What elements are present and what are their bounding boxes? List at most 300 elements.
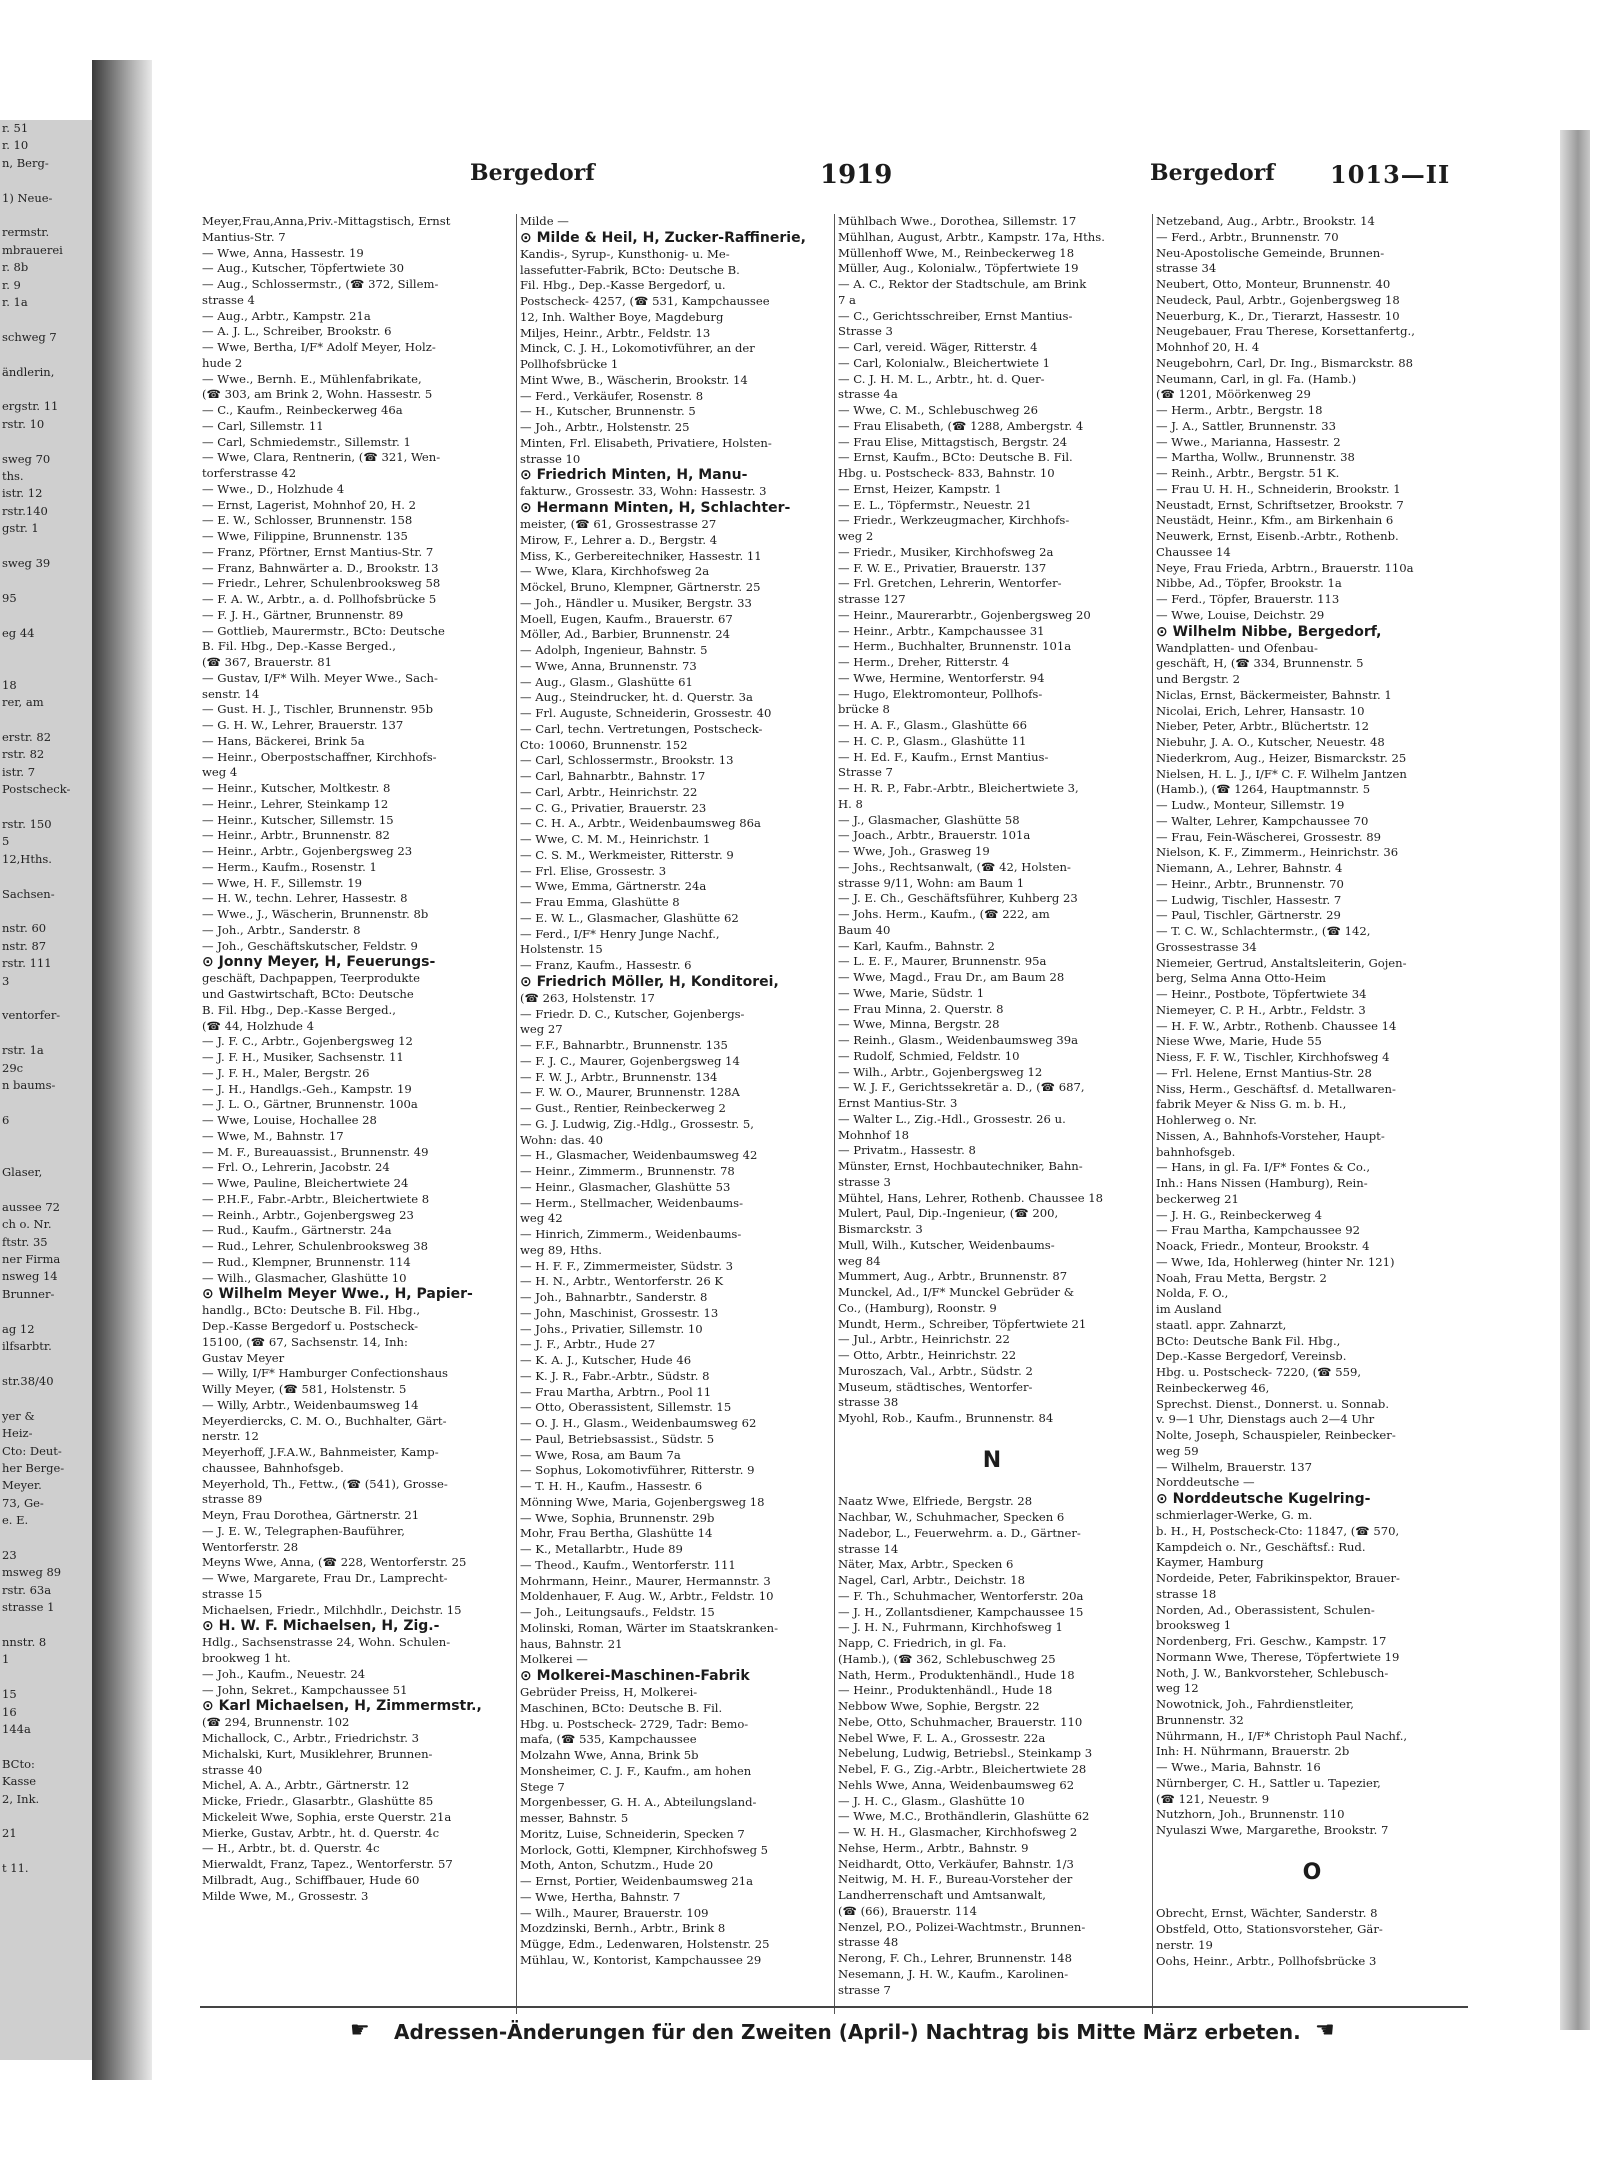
directory-line: — Friedr., Musiker, Kirchhofsweg 2a bbox=[838, 544, 1054, 559]
directory-column-1 bbox=[202, 214, 510, 2004]
directory-line: — F. W. E., Privatier, Brauerstr. 137 bbox=[838, 560, 1047, 575]
left-page-line: 3 bbox=[2, 973, 10, 988]
left-page-line: ändlerin, bbox=[2, 364, 55, 379]
left-page-line: n baums- bbox=[2, 1078, 56, 1093]
directory-line: Molinski, Roman, Wärter im Staatskranken- bbox=[520, 1620, 778, 1635]
directory-line: — Frl. Auguste, Schneiderin, Grossestr. 40 bbox=[520, 706, 772, 720]
directory-line: — Franz, Bahnwärter a. D., Brookstr. 13 bbox=[202, 560, 439, 575]
directory-line: Neumann, Carl, in gl. Fa. (Hamb.) bbox=[1156, 371, 1357, 386]
book-gutter bbox=[92, 60, 152, 2080]
left-page-line: Postscheck- bbox=[2, 782, 71, 797]
directory-line: Obrecht, Ernst, Wächter, Sanderstr. 8 bbox=[1156, 1906, 1378, 1921]
directory-line: Netzeband, Aug., Arbtr., Brookstr. 14 bbox=[1156, 214, 1375, 228]
directory-line: — Ferd., I/F* Henry Junge Nachf., bbox=[520, 926, 720, 941]
directory-line: strasse 4a bbox=[838, 387, 898, 402]
directory-line: Baum 40 bbox=[838, 922, 891, 937]
left-page-line: BCto: bbox=[2, 1756, 35, 1771]
directory-line: berg, Selma Anna Otto-Heim bbox=[1156, 971, 1327, 986]
directory-line: Mirow, F., Lehrer a. D., Bergstr. 4 bbox=[520, 532, 718, 547]
left-page-line: rstr. 111 bbox=[2, 956, 52, 971]
directory-line: — J. A., Sattler, Brunnenstr. 33 bbox=[1156, 418, 1336, 433]
left-page-line: 15 bbox=[2, 1687, 17, 1702]
directory-line: Nordeide, Peter, Fabrikinspektor, Brauer- bbox=[1156, 1571, 1400, 1585]
directory-line: weg 42 bbox=[520, 1211, 563, 1226]
left-page-line bbox=[0, 607, 92, 624]
left-page-line: ftstr. 35 bbox=[2, 1234, 48, 1249]
left-page-line: Heiz- bbox=[2, 1426, 33, 1441]
directory-line: Niemeyer, C. P. H., Arbtr., Feldstr. 3 bbox=[1156, 1002, 1366, 1017]
directory-line: — Heinr., Maurerarbtr., Gojenbergsweg 20 bbox=[838, 607, 1091, 622]
column-divider bbox=[834, 214, 835, 2014]
directory-line: — Adolph, Ingenieur, Bahnstr. 5 bbox=[520, 643, 708, 657]
directory-line: strasse 10 bbox=[520, 451, 581, 466]
directory-line: — J. H. C., Glasm., Glashütte 10 bbox=[838, 1793, 1025, 1808]
left-page-line: strasse 1 bbox=[2, 1600, 55, 1615]
directory-line: Norden, Ad., Oberassistent, Schulen- bbox=[1156, 1602, 1375, 1617]
directory-line: Mint Wwe, B., Wäscherin, Brookstr. 14 bbox=[520, 372, 748, 387]
left-page-line: 29c bbox=[2, 1060, 24, 1075]
directory-line: — Wwe, Minna, Bergstr. 28 bbox=[838, 1017, 1000, 1032]
directory-line: strasse 18 bbox=[1156, 1586, 1217, 1601]
directory-line: Mönning Wwe, Maria, Gojenbergsweg 18 bbox=[520, 1494, 765, 1509]
directory-line: — Herm., Arbtr., Bergstr. 18 bbox=[1156, 403, 1323, 417]
directory-line: Co., (Hamburg), Roonstr. 9 bbox=[838, 1300, 997, 1315]
directory-line: — Hans, Bäckerei, Brink 5a bbox=[202, 733, 365, 748]
page-number: 1013—II bbox=[1330, 160, 1451, 189]
left-page-line: rer, am bbox=[2, 695, 44, 710]
directory-line: — E. W. L., Glasmacher, Glashütte 62 bbox=[520, 910, 739, 925]
left-page-line: 2, Ink. bbox=[2, 1791, 40, 1806]
left-page-line: Cto: Deut- bbox=[2, 1443, 62, 1458]
directory-line: — Sophus, Lokomotivführer, Ritterstr. 9 bbox=[520, 1463, 755, 1478]
directory-line: und Bergstr. 2 bbox=[1156, 672, 1241, 686]
left-page-line bbox=[0, 1669, 92, 1686]
directory-line: Milde — bbox=[520, 214, 569, 228]
directory-line: — Heinr., Oberpostschaffner, Kirchhofs- bbox=[202, 749, 437, 764]
directory-line: ⊙ Molkerei-Maschinen-Fabrik bbox=[520, 1668, 750, 1684]
directory-line: Norddeutsche — bbox=[1156, 1475, 1255, 1490]
directory-line: Neubert, Otto, Monteur, Brunnenstr. 40 bbox=[1156, 277, 1391, 291]
directory-line: weg 84 bbox=[838, 1253, 881, 1268]
directory-line: Strasse 7 bbox=[838, 765, 893, 780]
directory-line: — Wwe, Bertha, I/F* Adolf Meyer, Holz- bbox=[202, 340, 436, 354]
directory-column-2 bbox=[520, 214, 828, 2004]
directory-line: (☎ 303, am Brink 2, Wohn. Hassestr. 5 bbox=[202, 387, 433, 402]
directory-line: — Carl, techn. Vertretungen, Postscheck- bbox=[520, 721, 763, 736]
directory-line: Napp, C. Friedrich, in gl. Fa. bbox=[838, 1636, 1007, 1650]
directory-line: (Hamb.), (☎ 1264, Hauptmannstr. 5 bbox=[1156, 782, 1371, 797]
directory-line: — Privatm., Hassestr. 8 bbox=[838, 1143, 976, 1158]
directory-line: — Frau Martha, Arbtrn., Pool 11 bbox=[520, 1384, 712, 1399]
directory-line: — Gottlieb, Maurermstr., BCto: Deutsche bbox=[202, 623, 445, 638]
directory-line: — K. J. R., Fabr.-Arbtr., Südstr. 8 bbox=[520, 1368, 710, 1383]
directory-line: — Johs., Privatier, Sillemstr. 10 bbox=[520, 1321, 703, 1336]
left-page-line: 23 bbox=[2, 1547, 17, 1562]
left-page-line bbox=[0, 1808, 92, 1825]
directory-line: — Aug., Steindrucker, ht. d. Querstr. 3a bbox=[520, 690, 753, 705]
left-page-line bbox=[0, 433, 92, 450]
directory-line: — Wwe, Hermine, Wentorferstr. 94 bbox=[838, 670, 1045, 685]
directory-line: — C. G., Privatier, Brauerstr. 23 bbox=[520, 800, 707, 815]
directory-line bbox=[838, 1427, 1146, 1443]
directory-line: Mühtel, Hans, Lehrer, Rothenb. Chaussee 18 bbox=[838, 1190, 1104, 1205]
directory-line: — Ernst, Kaufm., BCto: Deutsche B. Fil. bbox=[838, 450, 1073, 465]
left-page-line bbox=[0, 1025, 92, 1042]
directory-line: — John, Maschinist, Grossestr. 13 bbox=[520, 1305, 719, 1320]
directory-line: Müller, Aug., Kolonialw., Töpfertwiete 19 bbox=[838, 261, 1079, 276]
directory-line: weg 12 bbox=[1156, 1681, 1199, 1696]
directory-line: — Wwe, H. F., Sillemstr. 19 bbox=[202, 875, 363, 890]
directory-line: Moritz, Luise, Schneiderin, Specken 7 bbox=[520, 1826, 745, 1841]
directory-line: — H. C. P., Glasm., Glashütte 11 bbox=[838, 733, 1027, 748]
directory-line: strasse 14 bbox=[838, 1541, 899, 1556]
directory-line: — Wwe., D., Holzhude 4 bbox=[202, 481, 345, 496]
left-page-line bbox=[0, 799, 92, 816]
left-page-line: t 11. bbox=[2, 1861, 29, 1876]
directory-line: Postscheck- 4257, (☎ 531, Kampchaussee bbox=[520, 294, 770, 308]
directory-line: — Wwe, M., Bahnstr. 17 bbox=[202, 1128, 344, 1143]
page-edge bbox=[1560, 130, 1590, 2030]
directory-line: geschäft, H, (☎ 334, Brunnenstr. 5 bbox=[1156, 656, 1364, 671]
left-page-line: 1) Neue- bbox=[2, 190, 53, 205]
directory-line: — Walter L., Zig.-Hdl., Grossestr. 26 u. bbox=[838, 1111, 1066, 1126]
directory-line: — Heinr., Kutscher, Moltkestr. 8 bbox=[202, 781, 391, 795]
directory-line: — Joh., Kaufm., Neuestr. 24 bbox=[202, 1666, 366, 1681]
directory-line: Miss, K., Gerbereitechniker, Hassestr. 11 bbox=[520, 548, 762, 563]
directory-line: — Ernst, Heizer, Kampstr. 1 bbox=[838, 481, 1002, 496]
directory-line: — Carl, Bahnarbtr., Bahnstr. 17 bbox=[520, 769, 706, 783]
directory-line: — Hans, in gl. Fa. I/F* Fontes & Co., bbox=[1156, 1160, 1371, 1175]
directory-line: — J. H. G., Reinbeckerweg 4 bbox=[1156, 1207, 1323, 1222]
directory-line: Nolda, F. O., bbox=[1156, 1286, 1229, 1301]
directory-line: 12, Inh. Walther Boye, Magdeburg bbox=[520, 309, 724, 324]
directory-line: Museum, städtisches, Wentorfer- bbox=[838, 1379, 1033, 1394]
directory-line: — H. F. F., Zimmermeister, Südstr. 3 bbox=[520, 1258, 733, 1273]
directory-line: strasse 34 bbox=[1156, 261, 1217, 276]
directory-line: Mundt, Herm., Schreiber, Töpfertwiete 21 bbox=[838, 1316, 1087, 1331]
directory-line: — F. J. C., Maurer, Gojenbergsweg 14 bbox=[520, 1053, 740, 1068]
left-page-line bbox=[0, 1303, 92, 1320]
directory-line: — Herm., Dreher, Ritterstr. 4 bbox=[838, 655, 1010, 669]
directory-line: Nagel, Carl, Arbtr., Deichstr. 18 bbox=[838, 1573, 1025, 1587]
left-page-line bbox=[0, 990, 92, 1007]
directory-line: Muroszach, Val., Arbtr., Südstr. 2 bbox=[838, 1363, 1033, 1378]
left-page-line: Kasse bbox=[2, 1774, 37, 1789]
directory-line: Gustav Meyer bbox=[202, 1350, 285, 1365]
directory-line: Mulert, Paul, Dip.-Ingenieur, (☎ 200, bbox=[838, 1206, 1059, 1221]
directory-line: — Heinr., Glasmacher, Glashütte 53 bbox=[520, 1179, 731, 1194]
directory-line: — O. J. H., Glasm., Weidenbaumsweg 62 bbox=[520, 1416, 757, 1430]
directory-line bbox=[1156, 1891, 1468, 1907]
left-page-line: ilfsarbtr. bbox=[2, 1339, 52, 1354]
left-page-line bbox=[0, 381, 92, 398]
directory-line: — Reinh., Arbtr., Bergstr. 51 K. bbox=[1156, 466, 1340, 480]
directory-line: — Rud., Lehrer, Schulenbrooksweg 38 bbox=[202, 1239, 428, 1253]
directory-line: — Ludwig, Tischler, Hassestr. 7 bbox=[1156, 892, 1342, 907]
directory-line: — Frau Emma, Glashütte 8 bbox=[520, 895, 680, 909]
directory-line: Mohnhof 18 bbox=[838, 1127, 909, 1142]
directory-line: strasse 4 bbox=[202, 292, 255, 307]
directory-line: Neustädt, Heinr., Kfm., am Birkenhain 6 bbox=[1156, 513, 1394, 528]
directory-line: — Gust., Rentier, Reinbeckerweg 2 bbox=[520, 1101, 726, 1115]
directory-line: — Ernst, Lagerist, Mohnhof 20, H. 2 bbox=[202, 497, 417, 512]
directory-line: N bbox=[982, 1447, 1002, 1473]
directory-line: strasse 89 bbox=[202, 1492, 263, 1507]
directory-line: (Hamb.), (☎ 362, Schlebuschweg 25 bbox=[838, 1651, 1056, 1666]
directory-line: — Carl, Schmiedemstr., Sillemstr. 1 bbox=[202, 434, 411, 449]
directory-line: Mickeleit Wwe, Sophia, erste Querstr. 21a bbox=[202, 1809, 452, 1824]
left-page-line: sweg 39 bbox=[2, 556, 51, 571]
directory-line: ⊙ Milde & Heil, H, Zucker-Raffinerie, bbox=[520, 229, 806, 246]
directory-line: Nenzel, P.O., Polizei-Wachtmstr., Brunnen- bbox=[838, 1919, 1086, 1934]
directory-line: — Otto, Arbtr., Heinrichstr. 22 bbox=[838, 1348, 1017, 1362]
directory-line: — F. W. O., Maurer, Brunnenstr. 128A bbox=[520, 1085, 740, 1100]
directory-line: Mummert, Aug., Arbtr., Brunnenstr. 87 bbox=[838, 1269, 1068, 1284]
directory-line: Niclas, Ernst, Bäckermeister, Bahnstr. 1 bbox=[1156, 687, 1392, 702]
directory-line: — Joh., Arbtr., Holstenstr. 25 bbox=[520, 420, 690, 434]
directory-line: — Frl. Elise, Grossestr. 3 bbox=[520, 863, 667, 878]
directory-line: Nadebor, L., Feuerwehrm. a. D., Gärtner- bbox=[838, 1525, 1081, 1540]
footer-notice bbox=[350, 2020, 1400, 2050]
left-page-line: aussee 72 bbox=[2, 1199, 60, 1214]
directory-line: — J. H. N., Fuhrmann, Kirchhofsweg 1 bbox=[838, 1620, 1063, 1635]
pointing-hand-icon: ☛ bbox=[350, 2018, 370, 2043]
directory-line: Nachbar, W., Schuhmacher, Specken 6 bbox=[838, 1510, 1065, 1524]
column-divider bbox=[516, 214, 517, 2014]
directory-line: — J., Glasmacher, Glashütte 58 bbox=[838, 812, 1020, 827]
directory-line: meister, (☎ 61, Grossestrasse 27 bbox=[520, 517, 717, 531]
directory-line: — J. L. O., Gärtner, Brunnenstr. 100a bbox=[202, 1097, 418, 1112]
directory-line: Noah, Frau Metta, Bergstr. 2 bbox=[1156, 1270, 1327, 1285]
left-page-line: 73, Ge- bbox=[2, 1495, 44, 1510]
directory-line: — M. F., Bureauassist., Brunnenstr. 49 bbox=[202, 1144, 429, 1159]
directory-line: Meyns Wwe, Anna, (☎ 228, Wentorferstr. 25 bbox=[202, 1555, 467, 1570]
directory-line: — Wwe, Joh., Grasweg 19 bbox=[838, 844, 990, 858]
left-page-line bbox=[0, 1530, 92, 1547]
directory-line: ⊙ Friedrich Möller, H, Konditorei, bbox=[520, 973, 779, 990]
directory-line: Nehls Wwe, Anna, Weidenbaumsweg 62 bbox=[838, 1777, 1075, 1792]
directory-line: — Ferd., Verkäufer, Rosenstr. 8 bbox=[520, 388, 704, 403]
left-page-line: rstr. 10 bbox=[2, 416, 45, 431]
directory-line: — Carl, Schlossermstr., Brookstr. 13 bbox=[520, 753, 734, 768]
directory-line: Meyn, Frau Dorothea, Gärtnerstr. 21 bbox=[202, 1508, 420, 1522]
directory-line: schmierlager-Werke, G. m. bbox=[1156, 1508, 1313, 1522]
directory-line: Nebel, F. G., Zig.-Arbtr., Bleichertwiete 28 bbox=[838, 1762, 1087, 1776]
directory-line: — H. F. W., Arbtr., Rothenb. Chaussee 14 bbox=[1156, 1018, 1397, 1033]
left-page-line: msweg 89 bbox=[2, 1565, 62, 1580]
directory-line: — Aug., Schlossermstr., (☎ 372, Sillem- bbox=[202, 277, 439, 291]
header-year: 1919 bbox=[820, 160, 893, 190]
directory-line: Molkerei — bbox=[520, 1652, 588, 1667]
directory-line: Kandis-, Syrup-, Kunsthonig- u. Me- bbox=[520, 246, 730, 261]
directory-line: — Wwe, C. M., Schlebuschweg 26 bbox=[838, 403, 1039, 417]
directory-line: — Wwe, Pauline, Bleichertwiete 24 bbox=[202, 1176, 409, 1190]
directory-line: Mohr, Frau Bertha, Glashütte 14 bbox=[520, 1526, 713, 1541]
left-page-line: rermstr. bbox=[2, 225, 50, 240]
directory-line: Müllenhoff Wwe, M., Reinbeckerweg 18 bbox=[838, 245, 1075, 260]
left-page-line: her Berge- bbox=[2, 1460, 65, 1475]
directory-line: Normann Wwe, Therese, Töpfertwiete 19 bbox=[1156, 1649, 1400, 1664]
directory-line: Mierwaldt, Franz, Tapez., Wentorferstr. 57 bbox=[202, 1857, 453, 1871]
left-page-line bbox=[0, 1129, 92, 1146]
directory-line: — Hinrich, Zimmerm., Weidenbaums- bbox=[520, 1227, 742, 1241]
directory-line: — W. H. H., Glasmacher, Kirchhofsweg 2 bbox=[838, 1825, 1078, 1839]
directory-line: Dep.-Kasse Bergedorf u. Postscheck- bbox=[202, 1319, 419, 1333]
directory-line: Neudeck, Paul, Arbtr., Gojenbergsweg 18 bbox=[1156, 292, 1400, 307]
directory-line: — Heinr., Zimmerm., Brunnenstr. 78 bbox=[520, 1164, 735, 1178]
directory-line: Niese Wwe, Marie, Hude 55 bbox=[1156, 1034, 1322, 1049]
left-page-line: n, Berg- bbox=[2, 155, 49, 170]
page-header bbox=[200, 160, 1560, 194]
directory-line: Neugebauer, Frau Therese, Korsettanfertg., bbox=[1156, 324, 1415, 339]
directory-line: Mügge, Edm., Ledenwaren, Holstenstr. 25 bbox=[520, 1937, 770, 1951]
directory-line: brookweg 1 ht. bbox=[202, 1651, 291, 1665]
directory-line: Mühlbach Wwe., Dorothea, Sillemstr. 17 bbox=[838, 214, 1077, 228]
directory-line: Hbg. u. Postscheck- 7220, (☎ 559, bbox=[1156, 1365, 1362, 1379]
directory-line: Nicolai, Erich, Lehrer, Hansastr. 10 bbox=[1156, 703, 1365, 718]
directory-line: Wohn: das. 40 bbox=[520, 1132, 604, 1147]
left-page-line bbox=[0, 1617, 92, 1634]
directory-line: — Wwe, Marie, Südstr. 1 bbox=[838, 985, 985, 1000]
directory-line: staatl. appr. Zahnarzt, bbox=[1156, 1317, 1287, 1332]
left-page-line: r. 1a bbox=[2, 295, 28, 310]
directory-line: torferstrasse 42 bbox=[202, 466, 297, 480]
directory-line: Mull, Wilh., Kutscher, Weidenbaums- bbox=[838, 1237, 1055, 1252]
directory-line: Wandplatten- und Ofenbau- bbox=[1156, 640, 1318, 655]
directory-line: Michalski, Kurt, Musiklehrer, Brunnen- bbox=[202, 1746, 433, 1761]
directory-line: — F. Th., Schuhmacher, Wentorferstr. 20a bbox=[838, 1588, 1084, 1603]
directory-line: — Wwe, Hertha, Bahnstr. 7 bbox=[520, 1889, 681, 1904]
directory-line: beckerweg 21 bbox=[1156, 1191, 1239, 1206]
left-page-line: schweg 7 bbox=[2, 329, 57, 344]
directory-line: Gebrüder Preiss, H, Molkerei- bbox=[520, 1685, 698, 1699]
directory-line: Fil. Hbg., Dep.-Kasse Bergedorf, u. bbox=[520, 278, 726, 293]
directory-line: Mozdzinski, Bernh., Arbtr., Brink 8 bbox=[520, 1921, 726, 1936]
directory-line: strasse 15 bbox=[202, 1586, 263, 1601]
left-page-line: nnstr. 8 bbox=[2, 1634, 47, 1649]
directory-line: — Joh., Geschäftskutscher, Feldstr. 9 bbox=[202, 938, 418, 953]
directory-line: — T. H. H., Kaufm., Hassestr. 6 bbox=[520, 1479, 703, 1493]
directory-line: 7 a bbox=[838, 292, 856, 307]
directory-line: Kaymer, Hamburg bbox=[1156, 1555, 1264, 1570]
directory-line: senstr. 14 bbox=[202, 686, 260, 701]
directory-line: B. Fil. Hbg., Dep.-Kasse Berged., bbox=[202, 639, 396, 654]
directory-line: strasse 127 bbox=[838, 592, 906, 606]
left-page-line bbox=[0, 642, 92, 659]
directory-line: Inh: H. Nührmann, Brauerstr. 2b bbox=[1156, 1744, 1350, 1759]
directory-line: — Herm., Stellmacher, Weidenbaums- bbox=[520, 1195, 744, 1210]
directory-line: — G. J. Ludwig, Zig.-Hdlg., Grossestr. 5, bbox=[520, 1116, 754, 1131]
directory-line: bahnhofsgeb. bbox=[1156, 1144, 1236, 1159]
directory-line: — J. E. W., Telegraphen-Bauführer, bbox=[202, 1523, 405, 1538]
left-page-line bbox=[0, 1843, 92, 1860]
header-place-left: Bergedorf bbox=[470, 160, 595, 186]
directory-line: Nebe, Otto, Schuhmacher, Brauerstr. 110 bbox=[838, 1714, 1083, 1729]
directory-line: Nibbe, Ad., Töpfer, Brookstr. 1a bbox=[1156, 576, 1342, 591]
directory-line: — H., Arbtr., bt. d. Querstr. 4c bbox=[202, 1841, 380, 1856]
directory-line: — F.F., Bahnarbtr., Brunnenstr. 135 bbox=[520, 1038, 728, 1052]
directory-line: — Frau Martha, Kampchaussee 92 bbox=[1156, 1223, 1361, 1238]
directory-line: — H. Ed. F., Kaufm., Ernst Mantius- bbox=[838, 749, 1049, 764]
directory-line: — E. W., Schlosser, Brunnenstr. 158 bbox=[202, 513, 413, 528]
directory-line: Nordenberg, Fri. Geschw., Kampstr. 17 bbox=[1156, 1634, 1387, 1648]
directory-line: — Ferd., Töpfer, Brauerstr. 113 bbox=[1156, 592, 1340, 606]
left-page-line: Meyer. bbox=[2, 1478, 42, 1493]
directory-line: Nyulaszi Wwe, Margarethe, Brookstr. 7 bbox=[1156, 1823, 1389, 1837]
directory-line: Neuerburg, K., Dr., Tierarzt, Hassestr. 10 bbox=[1156, 308, 1400, 323]
left-page-line bbox=[0, 903, 92, 920]
directory-line: Möller, Ad., Barbier, Brunnenstr. 24 bbox=[520, 627, 731, 642]
directory-line: — Heinr., Kutscher, Sillemstr. 15 bbox=[202, 812, 394, 827]
left-page-line: 16 bbox=[2, 1704, 17, 1719]
left-page-line: ner Firma bbox=[2, 1252, 61, 1267]
directory-line: — F. A. W., Arbtr., a. d. Pollhofsbrücke 5 bbox=[202, 592, 437, 606]
directory-line: Miljes, Heinr., Arbtr., Feldstr. 13 bbox=[520, 325, 711, 340]
directory-line: Nesemann, J. H. W., Kaufm., Karolinen- bbox=[838, 1966, 1069, 1981]
left-page-line: r. 8b bbox=[2, 260, 29, 275]
directory-line: — Aug., Glasm., Glashütte 61 bbox=[520, 674, 693, 689]
directory-line: — P.H.F., Fabr.-Arbtr., Bleichertwiete 8 bbox=[202, 1191, 430, 1206]
directory-line: — Walter, Lehrer, Kampchaussee 70 bbox=[1156, 813, 1369, 828]
directory-line: — G. H. W., Lehrer, Brauerstr. 137 bbox=[202, 718, 404, 732]
directory-line: b. H., H, Postscheck-Cto: 11847, (☎ 570, bbox=[1156, 1523, 1400, 1538]
directory-line: v. 9—1 Uhr, Dienstags auch 2—4 Uhr bbox=[1156, 1412, 1375, 1427]
directory-line: — Wilh., Maurer, Brauerstr. 109 bbox=[520, 1905, 709, 1920]
left-page-line: istr. 7 bbox=[2, 764, 36, 779]
directory-line: — Rud., Kaufm., Gärtnerstr. 24a bbox=[202, 1223, 392, 1238]
directory-line: — Willy, Arbtr., Weidenbaumsweg 14 bbox=[202, 1397, 419, 1412]
directory-line: Nutzhorn, Joh., Brunnenstr. 110 bbox=[1156, 1807, 1345, 1822]
directory-line: — Gustav, I/F* Wilh. Meyer Wwe., Sach- bbox=[202, 670, 438, 685]
directory-line: ⊙ Friedrich Minten, H, Manu- bbox=[520, 467, 748, 484]
directory-line: — Jul., Arbtr., Heinrichstr. 22 bbox=[838, 1332, 1010, 1347]
left-page-line: ergstr. 11 bbox=[2, 399, 59, 414]
directory-line: — Heinr., Lehrer, Steinkamp 12 bbox=[202, 796, 389, 811]
directory-line: und Gastwirtschaft, BCto: Deutsche bbox=[202, 987, 414, 1001]
directory-line: — Ludw., Monteur, Sillemstr. 19 bbox=[1156, 798, 1345, 812]
directory-line: — Wilh., Arbtr., Gojenbergsweg 12 bbox=[838, 1064, 1043, 1079]
directory-line: fakturw., Grossestr. 33, Wohn: Hassestr. 3 bbox=[520, 484, 767, 499]
directory-column-4 bbox=[1156, 214, 1468, 2004]
left-page-line bbox=[0, 1147, 92, 1164]
left-page-line: r. 51 bbox=[2, 121, 29, 135]
left-page-line: nsweg 14 bbox=[2, 1269, 58, 1284]
left-page-line: 21 bbox=[2, 1826, 17, 1841]
directory-line: — L. E. F., Maurer, Brunnenstr. 95a bbox=[838, 954, 1047, 969]
directory-line: Noack, Friedr., Monteur, Brookstr. 4 bbox=[1156, 1239, 1370, 1253]
directory-line: — Frl. O., Lehrerin, Jacobstr. 24 bbox=[202, 1160, 390, 1175]
directory-line: Michel, A. A., Arbtr., Gärtnerstr. 12 bbox=[202, 1778, 410, 1793]
directory-line: Nolte, Joseph, Schauspieler, Reinbecker- bbox=[1156, 1428, 1396, 1442]
directory-line: Michaelsen, Friedr., Milchhdlr., Deichstr. 15 bbox=[202, 1602, 462, 1617]
directory-line: — Herm., Buchhalter, Brunnenstr. 101a bbox=[838, 639, 1072, 654]
directory-line: Morlock, Gotti, Klempner, Kirchhofsweg 5 bbox=[520, 1842, 769, 1857]
directory-line: — A. J. L., Schreiber, Brookstr. 6 bbox=[202, 324, 392, 339]
directory-line: — Heinr., Arbtr., Brunnenstr. 82 bbox=[202, 828, 390, 843]
directory-line: nerstr. 19 bbox=[1156, 1937, 1213, 1952]
directory-line: Mantius-Str. 7 bbox=[202, 229, 286, 244]
directory-line: geschäft, Dachpappen, Teerprodukte bbox=[202, 971, 420, 986]
directory-line: Hbg. u. Postscheck- 2729, Tadr: Bemo- bbox=[520, 1716, 749, 1731]
directory-line: Obstfeld, Otto, Stationsvorsteher, Gär- bbox=[1156, 1922, 1383, 1936]
directory-line: — K. A. J., Kutscher, Hude 46 bbox=[520, 1353, 692, 1367]
directory-line: — C. S. M., Werkmeister, Ritterstr. 9 bbox=[520, 847, 734, 862]
directory-line: — J. H., Handlgs.-Geh., Kampstr. 19 bbox=[202, 1081, 412, 1096]
directory-line: — Frau U. H. H., Schneiderin, Brookstr. 1 bbox=[1156, 481, 1401, 496]
directory-line: — Wwe, Magd., Frau Dr., am Baum 28 bbox=[838, 970, 1065, 984]
directory-line: Milbradt, Aug., Schiffbauer, Hude 60 bbox=[202, 1872, 420, 1887]
directory-line: — H. A. F., Glasm., Glashütte 66 bbox=[838, 718, 1028, 732]
